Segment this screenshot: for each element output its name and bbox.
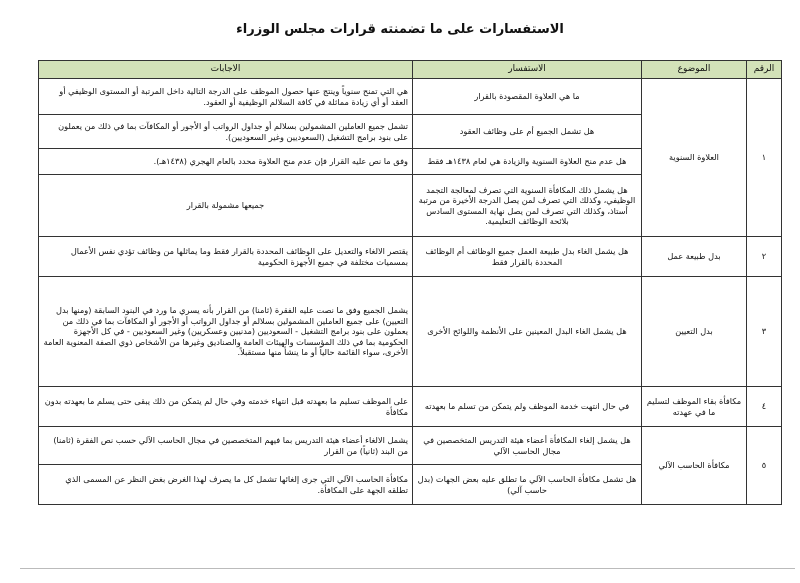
row-number: ١ bbox=[747, 79, 782, 237]
page-edge-divider bbox=[20, 568, 795, 569]
row-subject: العلاوة السنوية bbox=[642, 79, 747, 237]
answer-cell: على الموظف تسليم ما بعهدته قبل انتهاء خدمته وفي حال لم يتمكن من ذلك يبقى حتى يسلم ما بعهدته بدون مكافأة bbox=[39, 387, 413, 427]
question-cell: هل يشمل ذلك المكافأة السنوية التي تصرف لمعالجة التجمد الوظيفي، وكذلك التي تصرف لمن يصل الدرجة الأخيرة من مرتبة أستاذ، وكذلك التي تصرف لمن يصل نهاية المستوى السادس بلائحة الوظائف التعليمية. bbox=[413, 175, 642, 237]
question-cell: هل يشمل الغاء بدل طبيعة العمل جميع الوظائف أم الوظائف المحددة بالقرار فقط bbox=[413, 237, 642, 277]
table-row bbox=[39, 79, 782, 115]
question-cell: هل يشمل الغاء البدل المعينين على الأنظمة واللوائح الأخرى bbox=[413, 277, 642, 387]
table-row bbox=[39, 237, 782, 277]
question-cell: هل عدم منح العلاوة السنوية والزيادة هي لعام ١٤٣٨هـ فقط bbox=[413, 149, 642, 175]
row-subject: مكافأة بقاء الموظف لتسليم ما في عهدته bbox=[642, 387, 747, 427]
answer-cell: تشمل جميع العاملين المشمولين بسلالم أو جداول الرواتب أو الأجور أو المكافآت بما في ذلك من يعملون على بنود برامج التشغيل (السعوديين وغير السعوديين). bbox=[39, 115, 413, 149]
answer-cell: وفق ما نص عليه القرار فإن عدم منح العلاوة محدد بالعام الهجري (١٤٣٨هـ). bbox=[39, 149, 413, 175]
answer-cell: مكافأة الحاسب الآلي التي جرى إلغائها تشمل كل ما يصرف لهذا الغرض بغض النظر عن المسمى الذي تطلقه الجهة على المكافأة. bbox=[39, 465, 413, 505]
row-subject: بدل التعيين bbox=[642, 277, 747, 387]
header-subject: الموضوع bbox=[642, 61, 747, 79]
row-subject: بدل طبيعة عمل bbox=[642, 237, 747, 277]
answer-cell: يشمل الالغاء أعضاء هيئة التدريس بما فيهم المتخصصين في مجال الحاسب الآلي حسب نص الفقرة (ثامنا) من البند (ثانياً) من القرار bbox=[39, 427, 413, 465]
row-number: ٢ bbox=[747, 237, 782, 277]
row-number: ٣ bbox=[747, 277, 782, 387]
header-answer: الاجابات bbox=[39, 61, 413, 79]
row-subject: مكافأة الحاسب الآلي bbox=[642, 427, 747, 505]
header-row bbox=[39, 61, 782, 79]
question-cell: في حال انتهت خدمة الموظف ولم يتمكن من تسلم ما بعهدته bbox=[413, 387, 642, 427]
page-title: الاستفسارات على ما تضمنته قرارات مجلس الوزراء bbox=[236, 22, 564, 37]
answer-cell: يقتصر الالغاء والتعديل على الوظائف المحددة بالقرار فقط وما يماثلها من وظائف تؤدي نفس الأعمال بمسميات مختلفة في جميع الأجهزة الحكومية bbox=[39, 237, 413, 277]
question-cell: هل تشمل مكافأة الحاسب الآلي ما تطلق عليه بعض الجهات (بدل حاسب آلي) bbox=[413, 465, 642, 505]
answer-cell: هي التي تمنح سنوياً وينتج عنها حصول الموظف على الدرجة التالية داخل المرتبة أو المستوى الوظيفي أو العقد أو أي زيادة مماثلة في كافة السلالم الوظيفية أو العقود. bbox=[39, 79, 413, 115]
question-cell: هل يشمل إلغاء المكافأة أعضاء هيئة التدريس المتخصصين في مجال الحاسب الآلي bbox=[413, 427, 642, 465]
row-number: ٥ bbox=[747, 427, 782, 505]
answer-cell: يشمل الجميع وفق ما نصت عليه الفقرة (ثامنا) من القرار بأنه يسري ما ورد في البنود السابقة (ومنها بدل التعيين) على جميع العاملين المشمولين بسلالم أو جداول الرواتب أو الأجور أو المكافآت بما في ذلك من يعملون على بنود برامج التشغيل - السعوديين (مدنيين وعسكريين) وغير السعوديين - في كل الأجهزة الحكومية بما في ذلك المؤسسات والهيئات العامة والصناديق وغيرها من الأشخاص ذوي الصفة المعنوية العامة الأخرى، سواء القائمة حالياً أو ما ينشأ منها مستقبلاً. bbox=[39, 277, 413, 387]
header-question: الاستفسار bbox=[413, 61, 642, 79]
inquiries-table bbox=[38, 60, 782, 505]
row-number: ٤ bbox=[747, 387, 782, 427]
question-cell: هل تشمل الجميع أم على وظائف العقود bbox=[413, 115, 642, 149]
answer-cell: جميعها مشمولة بالقرار bbox=[39, 175, 413, 237]
table-row bbox=[39, 387, 782, 427]
table-row bbox=[39, 427, 782, 465]
question-cell: ما هي العلاوة المقصودة بالقرار bbox=[413, 79, 642, 115]
table-row bbox=[39, 277, 782, 387]
header-num: الرقم bbox=[747, 61, 782, 79]
